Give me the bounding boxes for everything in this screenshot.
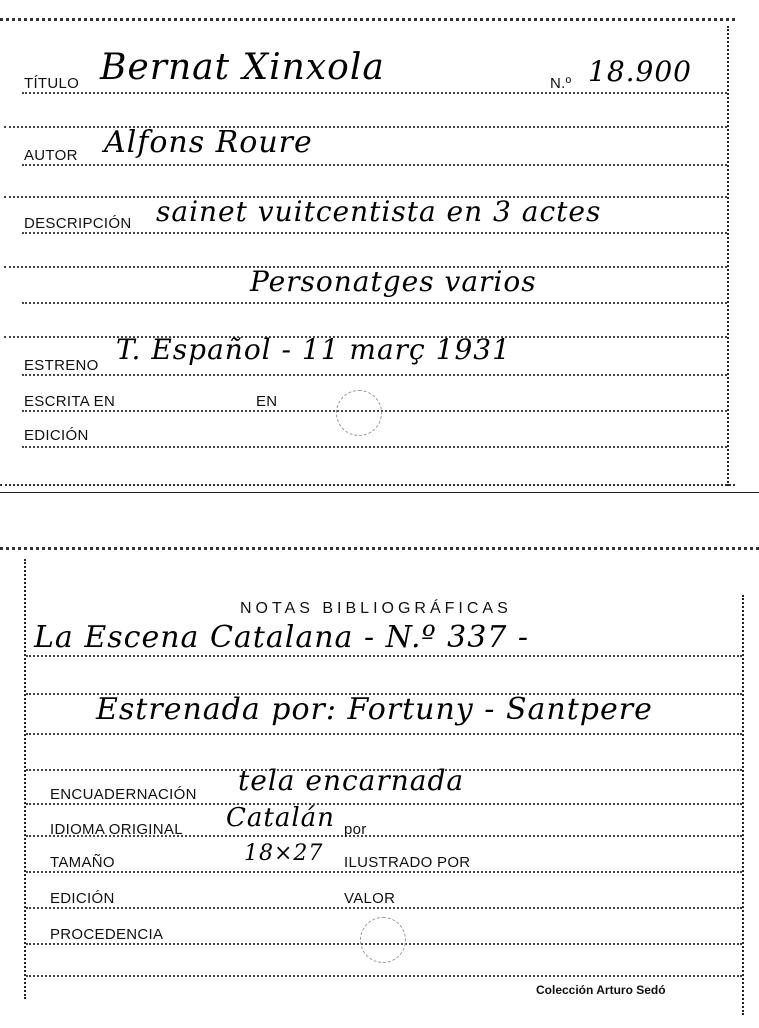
top-catalog-card bbox=[0, 0, 759, 495]
autor-value: Alfons Roure bbox=[104, 125, 313, 160]
edicion-label: EDICIÓN bbox=[50, 890, 115, 907]
tamano-label: TAMAÑO bbox=[50, 854, 115, 871]
torn-bottom-edge bbox=[0, 484, 735, 486]
faded-stamp bbox=[336, 390, 382, 436]
descripcion-label: DESCRIPCIÓN bbox=[24, 215, 132, 232]
valor-label: VALOR bbox=[344, 890, 396, 907]
tamano-value: 18×27 bbox=[244, 841, 324, 866]
cut-line bbox=[0, 492, 759, 493]
ruled-line bbox=[26, 733, 742, 735]
notas-heading: NOTAS BIBLIOGRÁFICAS bbox=[240, 600, 512, 617]
ruled-line bbox=[26, 907, 742, 909]
encuadernacion-value: tela encarnada bbox=[238, 764, 465, 797]
ruled-line bbox=[22, 232, 727, 234]
faded-stamp bbox=[360, 917, 406, 963]
collection-credit: Colección Arturo Sedó bbox=[536, 983, 666, 997]
autor-label: AUTOR bbox=[24, 147, 78, 164]
torn-top-edge bbox=[0, 547, 759, 550]
card-left-border bbox=[24, 559, 26, 999]
edicion-label: EDICIÓN bbox=[24, 427, 89, 444]
ilustrado-label: ILUSTRADO POR bbox=[344, 854, 471, 871]
ruled-line bbox=[22, 92, 727, 94]
encuadernacion-label: ENCUADERNACIÓN bbox=[50, 786, 197, 803]
numero-value: 18.900 bbox=[588, 55, 692, 88]
notes-line-1: La Escena Catalana - N.º 337 - bbox=[34, 620, 530, 655]
descripcion-value: sainet vuitcentista en 3 actes bbox=[156, 195, 602, 228]
ruled-line bbox=[22, 374, 727, 376]
procedencia-label: PROCEDENCIA bbox=[50, 926, 164, 943]
idioma-value: Catalán bbox=[226, 803, 335, 833]
notes-line-2: Estrenada por: Fortuny - Santpere bbox=[96, 692, 653, 727]
estreno-value: T. Español - 11 març 1931 bbox=[116, 333, 511, 366]
card-right-border bbox=[727, 26, 729, 486]
ruled-line bbox=[26, 803, 742, 805]
numero-label: N.º bbox=[550, 75, 572, 92]
estreno-label: ESTRENO bbox=[24, 357, 99, 374]
torn-top-edge bbox=[0, 18, 735, 21]
titulo-label: TÍTULO bbox=[24, 75, 80, 92]
ruled-line bbox=[22, 446, 727, 448]
en-label: EN bbox=[256, 393, 278, 410]
por-label: por bbox=[344, 821, 367, 838]
bottom-catalog-card bbox=[0, 535, 759, 1028]
ruled-line bbox=[22, 302, 727, 304]
card-right-border bbox=[742, 595, 744, 1015]
titulo-value: Bernat Xinxola bbox=[100, 47, 385, 88]
ruled-line bbox=[26, 975, 742, 977]
descripcion-value-2: Personatges varios bbox=[250, 265, 537, 298]
ruled-line bbox=[26, 655, 742, 657]
ruled-line bbox=[22, 164, 727, 166]
ruled-line bbox=[26, 871, 742, 873]
escrita-en-label: ESCRITA EN bbox=[24, 393, 116, 410]
idioma-label: IDIOMA ORIGINAL bbox=[50, 821, 183, 838]
